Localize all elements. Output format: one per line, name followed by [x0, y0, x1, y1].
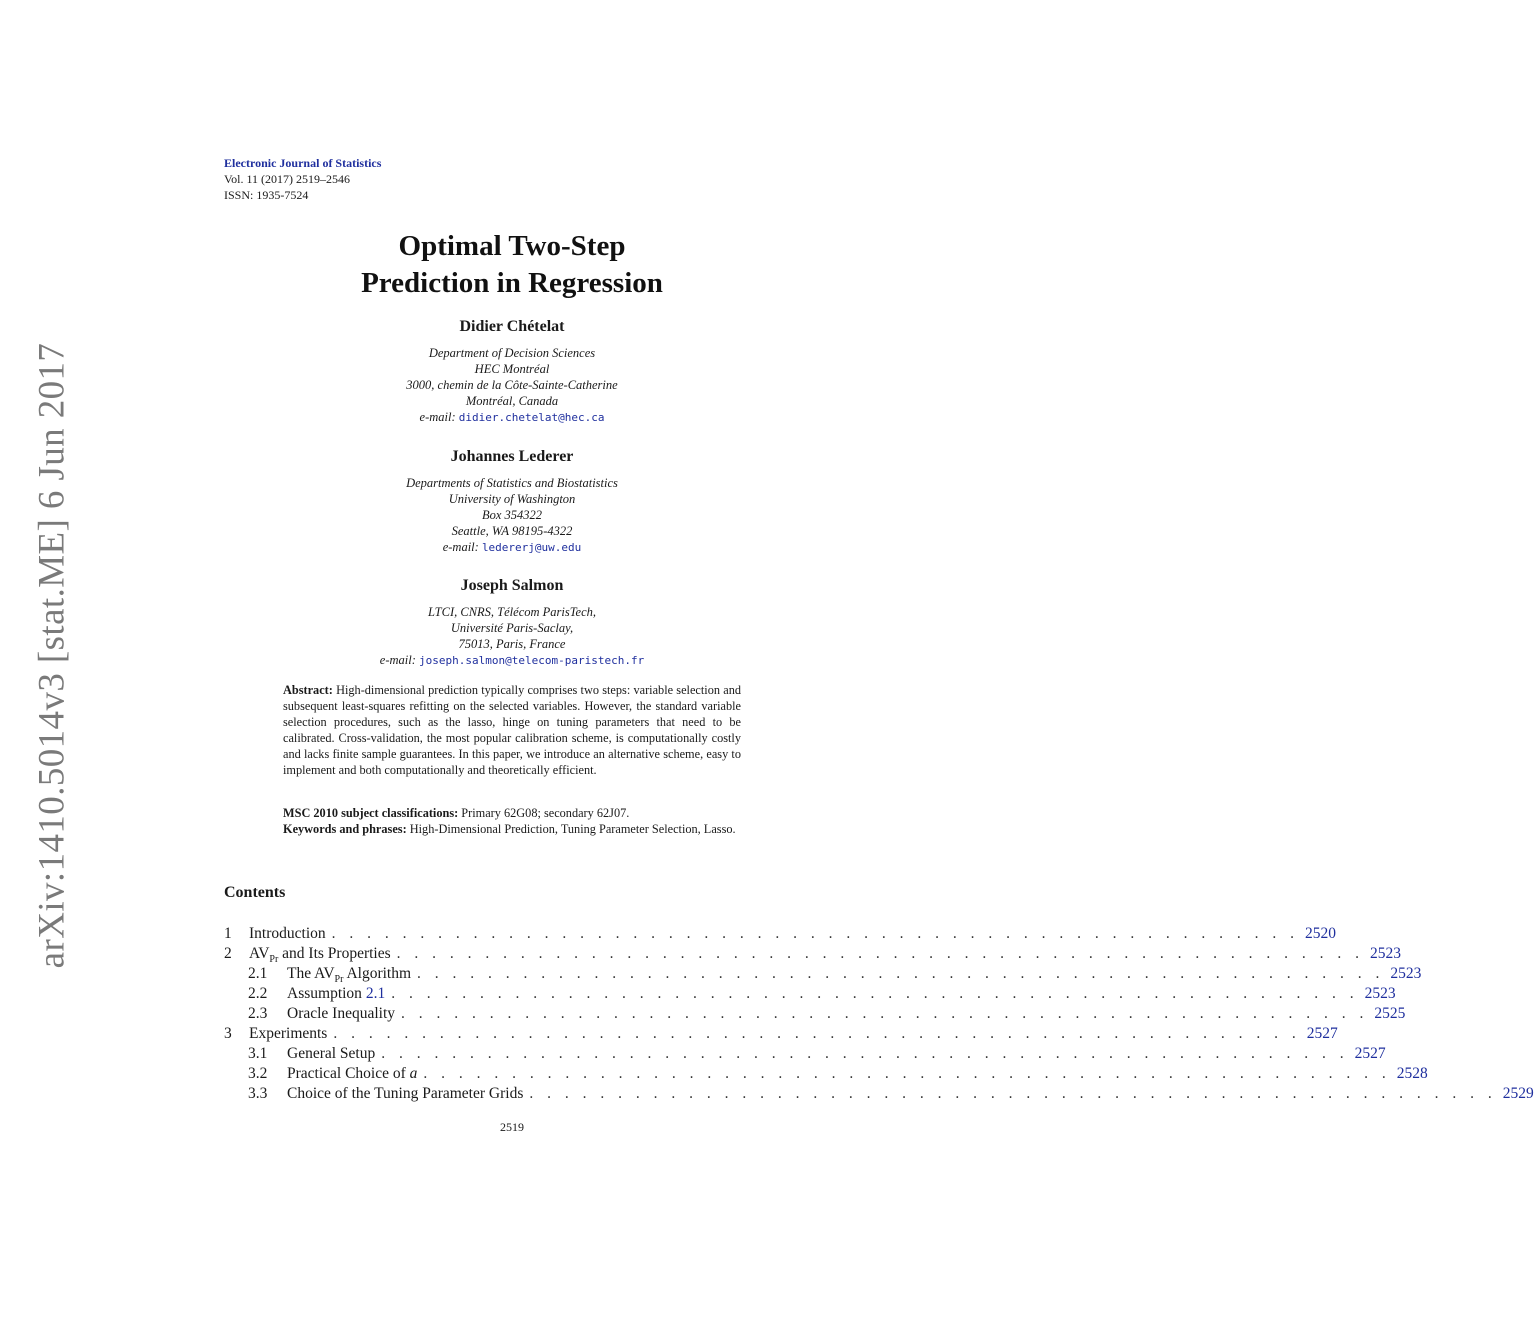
author-name: Didier Chételat: [459, 318, 565, 335]
toc-title-variable: a: [409, 1065, 418, 1082]
classifications: [283, 805, 741, 837]
abstract-text: High-dimensional prediction typically comprises two steps: variable selection and subsequent least-squares refitting on the selected variables. However, the standard variable selection procedures, such as the lasso, hinge on tuning parameters that need to be calibrated. Cross-validation, the most popular calibration scheme, is computationally costly and lacks finite sample guarantees. In this paper, we introduce an alternative scheme, easy to implement and both computationally and theoretically efficient.: [283, 683, 741, 777]
toc-title-part: AV: [249, 945, 270, 962]
affiliation-line: 3000, chemin de la Côte-Sainte-Catherine: [406, 378, 618, 392]
email-label: e-mail:: [419, 410, 456, 424]
toc-entry[interactable]: [224, 1064, 1428, 1084]
affiliation-line: Montréal, Canada: [465, 394, 559, 408]
author-affiliation: [224, 345, 800, 426]
contents-heading: Contents: [224, 884, 286, 901]
affiliation-line: LTCI, CNRS, Télécom ParisTech,: [427, 605, 597, 619]
toc-number: 3.3: [248, 1085, 268, 1102]
toc-entry[interactable]: [224, 1024, 1338, 1044]
toc-entry[interactable]: [224, 924, 1336, 944]
toc-page-link[interactable]: 2523: [1390, 965, 1422, 982]
msc-line: [283, 805, 741, 821]
toc-leader: . . . . . . . . . . . . . . . . . . . . . . . . . . . . . . . . . . . . . . . . . . . . . . . . . . . . . . .: [529, 1085, 1497, 1102]
author-email-line: [224, 652, 800, 669]
affiliation-line: 75013, Paris, France: [458, 637, 566, 651]
toc-page-link[interactable]: 2527: [1306, 1025, 1338, 1042]
toc-page-link[interactable]: 2520: [1305, 925, 1336, 942]
abstract-label: Abstract:: [283, 683, 333, 697]
keywords-line: [283, 821, 741, 837]
toc-number: 3.1: [248, 1045, 268, 1062]
toc-cross-reference-link[interactable]: 2.1: [365, 985, 386, 1002]
toc-title-part: Algorithm: [343, 965, 412, 982]
toc-leader: . . . . . . . . . . . . . . . . . . . . . . . . . . . . . . . . . . . . . . . . . . . . . . . . . . . . . . .: [331, 925, 1299, 942]
toc-title: Experiments: [249, 1025, 328, 1042]
journal-issn: ISSN: 1935-7524: [224, 188, 309, 202]
toc-number: 1: [224, 925, 232, 942]
toc-page-link[interactable]: 2523: [1364, 985, 1396, 1002]
toc-number: 3: [224, 1025, 232, 1042]
title-line-2: Prediction in Regression: [361, 267, 663, 299]
affiliation-line: Department of Decision Sciences: [428, 346, 596, 360]
affiliation-line: Box 354322: [481, 508, 543, 522]
email-label: e-mail:: [379, 653, 416, 667]
toc-entry[interactable]: [224, 984, 1396, 1004]
toc-entry[interactable]: [224, 1084, 1534, 1104]
page-number: 2519: [500, 1120, 524, 1134]
author-email-link[interactable]: didier.chetelat@hec.ca: [458, 411, 605, 424]
toc-page-link[interactable]: 2528: [1396, 1065, 1428, 1082]
affiliation-line: HEC Montréal: [474, 362, 550, 376]
abstract: [283, 682, 741, 778]
toc-title-subscript: Pr: [334, 974, 344, 986]
author-email-line: [224, 409, 800, 426]
author-email-line: [224, 539, 800, 556]
toc-title-subscript: Pr: [269, 954, 279, 966]
title-line-1: Optimal Two-Step: [398, 230, 626, 262]
toc-number: 3.2: [248, 1065, 268, 1082]
author-affiliation: [224, 475, 800, 556]
toc-number: 2.2: [248, 985, 268, 1002]
toc-title: Choice of the Tuning Parameter Grids: [287, 1085, 524, 1102]
toc-entry[interactable]: [224, 1004, 1406, 1024]
toc-page-link[interactable]: 2525: [1374, 1005, 1406, 1022]
journal-name[interactable]: Electronic Journal of Statistics: [224, 156, 382, 170]
toc-leader: . . . . . . . . . . . . . . . . . . . . . . . . . . . . . . . . . . . . . . . . . . . . . . . . . . . . . . .: [417, 965, 1385, 982]
msc-text: Primary 62G08; secondary 62J07.: [461, 806, 630, 820]
toc-leader: . . . . . . . . . . . . . . . . . . . . . . . . . . . . . . . . . . . . . . . . . . . . . . . . . . . . . . .: [391, 985, 1359, 1002]
author-email-link[interactable]: joseph.salmon@telecom-paristech.fr: [419, 654, 645, 667]
email-label: e-mail:: [442, 540, 479, 554]
toc-page-link[interactable]: 2527: [1354, 1045, 1386, 1062]
author-name: Joseph Salmon: [460, 577, 564, 594]
toc-leader: . . . . . . . . . . . . . . . . . . . . . . . . . . . . . . . . . . . . . . . . . . . . . . . . . . . . . . .: [401, 1005, 1369, 1022]
affiliation-line: Seattle, WA 98195-4322: [451, 524, 573, 538]
arxiv-stamp: [24, 342, 80, 968]
toc-number: 2.1: [248, 965, 268, 982]
msc-label: MSC 2010 subject classifications:: [283, 806, 459, 820]
journal-header: [224, 155, 381, 203]
toc-entry[interactable]: [224, 1044, 1386, 1064]
affiliation-line: Université Paris-Saclay,: [450, 621, 574, 635]
toc-leader: . . . . . . . . . . . . . . . . . . . . . . . . . . . . . . . . . . . . . . . . . . . . . . . . . . . . . . .: [423, 1065, 1391, 1082]
author-email-link[interactable]: ledererj@uw.edu: [481, 541, 582, 554]
affiliation-line: Departments of Statistics and Biostatistics: [406, 476, 618, 490]
author-block-2: [224, 448, 800, 556]
toc-page-link[interactable]: 2529: [1502, 1085, 1534, 1102]
author-block-1: [224, 318, 800, 426]
toc-entry[interactable]: [224, 944, 1402, 966]
keywords-label: Keywords and phrases:: [283, 822, 407, 836]
keywords-text: High-Dimensional Prediction, Tuning Parameter Selection, Lasso.: [409, 822, 736, 836]
toc-leader: . . . . . . . . . . . . . . . . . . . . . . . . . . . . . . . . . . . . . . . . . . . . . . . . . . . . . . .: [381, 1045, 1349, 1062]
journal-volume: Vol. 11 (2017) 2519–2546: [224, 172, 350, 186]
arxiv-stamp-text: arXiv:1410.5014v3 [stat.ME] 6 Jun 2017: [31, 342, 73, 968]
toc-title-part: Assumption: [287, 985, 366, 1002]
toc-title: [287, 984, 385, 1004]
toc-number: 2.3: [248, 1005, 268, 1022]
toc-title: Oracle Inequality: [287, 1005, 396, 1022]
toc-number: 2: [224, 945, 232, 962]
toc-title: [287, 1064, 417, 1084]
toc-title-part: and Its Properties: [278, 945, 391, 962]
toc-title-part: The AV: [287, 965, 335, 982]
toc-title: General Setup: [287, 1045, 376, 1062]
toc-page-link[interactable]: 2523: [1370, 945, 1402, 962]
toc-leader: . . . . . . . . . . . . . . . . . . . . . . . . . . . . . . . . . . . . . . . . . . . . . . . . . . . . . . .: [333, 1025, 1301, 1042]
toc-entry[interactable]: [224, 964, 1422, 986]
affiliation-line: University of Washington: [448, 492, 576, 506]
toc-title: Introduction: [249, 925, 326, 942]
table-of-contents: [224, 924, 1534, 1104]
author-name: Johannes Lederer: [450, 448, 574, 465]
author-affiliation: [224, 604, 800, 669]
author-block-3: [224, 577, 800, 669]
toc-title-part: Practical Choice of: [287, 1065, 410, 1082]
paper-title: [224, 228, 800, 302]
toc-leader: . . . . . . . . . . . . . . . . . . . . . . . . . . . . . . . . . . . . . . . . . . . . . . . . . . . . . . .: [396, 945, 1365, 962]
